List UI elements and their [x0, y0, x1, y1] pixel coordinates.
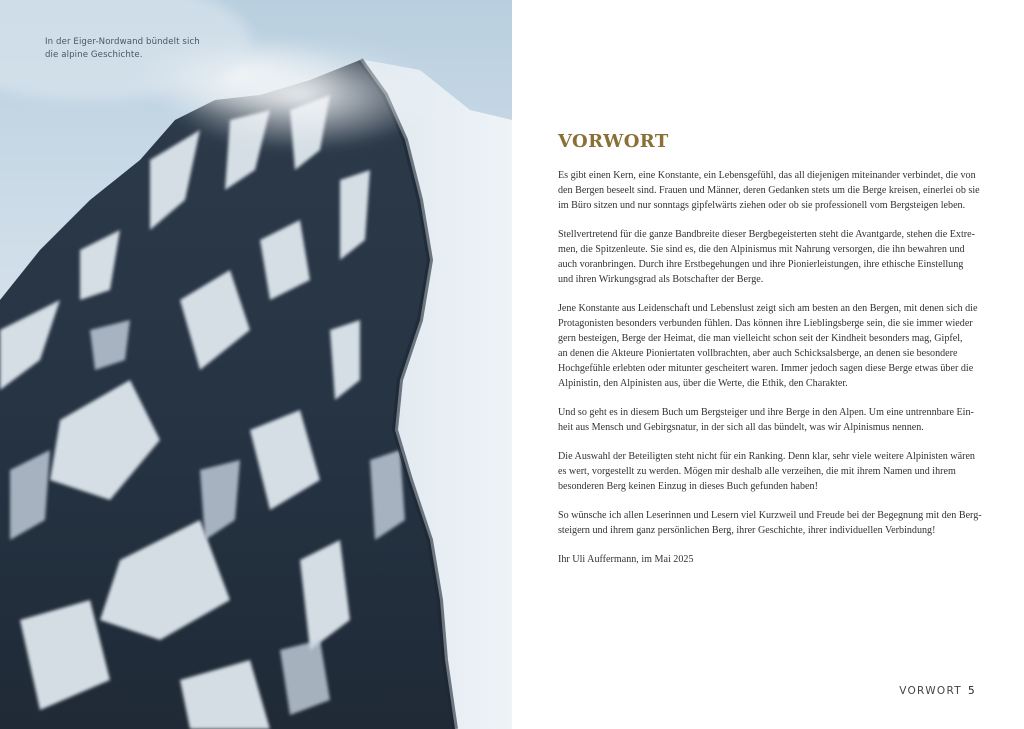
text-line: heit aus Mensch und Gebirgsnatur, in der sich all das bündelt, was wir Alpinismus nennen. [558, 422, 924, 433]
text-line: Jene Konstante aus Leidenschaft und Lebenslust zeigt sich am besten an den Bergen, mit denen sich die [558, 303, 978, 314]
text-line: Alpinistin, den Alpinisten aus, über die Werte, die Ethik, den Charakter. [558, 378, 848, 389]
text-line: So wünsche ich allen Leserinnen und Lesern viel Kurzweil und Freude bei der Begegnung mit den Berg- [558, 510, 982, 521]
page-title: VORWORT [558, 131, 669, 152]
text-line: gern besteigen, Berge der Heimat, die man vielleicht schon seit der Kindheit besonders mag, Gipfel, [558, 333, 963, 344]
paragraph [558, 449, 978, 494]
page-footer [899, 685, 976, 697]
text-line: Es gibt einen Kern, eine Konstante, ein Lebensgefühl, das all diejenigen miteinander verbindet, die von [558, 170, 976, 181]
article-body [558, 168, 982, 581]
text-line: an denen die Akteure Pioniertaten vollbrachten, aber auch Schicksalsberge, an denen sie besondere [558, 348, 958, 359]
text-line: Stellvertretend für die ganze Bandbreite dieser Bergbegeisterten steht die Avantgarde, stehen die Extre- [558, 229, 975, 240]
text-line: steigern und ihrem ganz persönlichen Berg, ihrer Geschichte, ihrer individuellen Verbindung! [558, 525, 936, 536]
paragraph [558, 508, 982, 538]
text-line: auch voranbringen. Durch ihre Erstbegehungen und ihre Pionierleistungen, ihre ethische Einstellung [558, 259, 964, 270]
paragraph [558, 301, 978, 391]
signature-line: Ihr Uli Auffermann, im Mai 2025 [558, 554, 694, 565]
text-line: im Büro sitzen und nur sonntags gipfelwärts ziehen oder ob sie professionell vom Bergsteigen leben. [558, 200, 966, 211]
text-page [512, 0, 1024, 729]
caption-line: In der Eiger-Nordwand bündelt sich [45, 37, 200, 47]
text-line: Hochgefühle erlebten oder mitunter gescheitert waren. Immer jedoch sagen diese Berge etwas über die [558, 363, 974, 374]
text-line: den Bergen beseelt sind. Frauen und Männer, deren Gedanken stets um die Berge kreisen, einerlei ob sie [558, 185, 980, 196]
text-line: Die Auswahl der Beteiligten steht nicht für ein Ranking. Denn klar, sehr viele weitere Alpinisten wären [558, 451, 975, 462]
signature-paragraph [558, 552, 978, 567]
paragraph [558, 168, 978, 213]
text-line: und ihren Wirkungsgrad als Botschafter der Berge. [558, 274, 764, 285]
paragraph [558, 227, 978, 287]
text-line: es wert, vorgestellt zu werden. Mögen mir deshalb alle verzeihen, die mit ihrem Namen und ihrem [558, 466, 956, 477]
page-number: 5 [968, 685, 976, 697]
text-line: Und so geht es in diesem Buch um Bergsteiger und ihre Berge in den Alpen. Um eine untrennbare Ein- [558, 407, 974, 418]
text-line: men, die Spitzenleute. Sie sind es, die den Alpinismus mit Nahrung versorgen, die ihn bewahren und [558, 244, 965, 255]
caption-line: die alpine Geschichte. [45, 49, 143, 60]
photo-caption [45, 36, 215, 61]
text-line: besonderen Berg keinen Einzug in dieses Buch gefunden haben! [558, 481, 818, 492]
paragraph [558, 405, 978, 435]
running-section-title: VORWORT [899, 685, 963, 697]
text-line: Protagonisten besonders verbunden fühlen. Das können ihre Lieblingsberge sein, die sie immer wieder [558, 318, 973, 329]
